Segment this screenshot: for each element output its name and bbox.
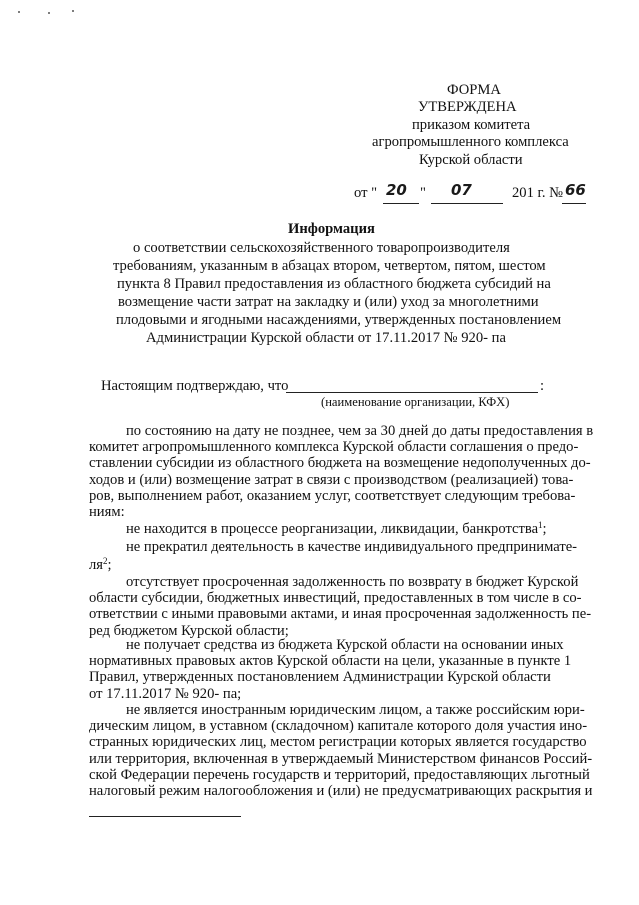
title-line: пункта 8 Правил предоставления из областного бюджета субсидий на: [117, 276, 551, 292]
month-underline: [431, 203, 503, 204]
paragraph-line: Правил, утвержденных постановлением Администрации Курской области: [89, 669, 551, 686]
paragraph-line: нормативных правовых актов Курской области на цели, указанные в пункте 1: [89, 653, 572, 670]
form-label: ФОРМА: [447, 82, 501, 98]
paragraph-line: по состоянию на дату не позднее, чем за 30 дней до даты предоставления в: [126, 423, 594, 439]
paragraph-line: ходов и (или) возмещение затрат в связи с производством (реализацией) това-: [89, 471, 574, 488]
footnote-separator: [89, 816, 241, 817]
organization-caption: (наименование организации, КФХ): [321, 395, 510, 409]
paragraph-line: или территория, включенная в утверждаемый Министерством финансов Россий-: [89, 750, 593, 767]
order-year-text: 201 г. №: [512, 185, 564, 201]
paragraph-line: ров, выполнением работ, оказанием услуг, соответствует следующим требова-: [89, 487, 576, 504]
title-line: Администрации Курской области от 17.11.2017 № 920- па: [146, 330, 506, 346]
confirm-colon: :: [540, 378, 545, 394]
paragraph-line: странных юридических лиц, местом регистрации которых является государство: [89, 734, 587, 751]
organization-name-line[interactable]: [286, 392, 538, 393]
confirm-text: Настоящим подтверждаю, что: [101, 378, 289, 394]
paragraph-line: области субсидии, бюджетных инвестиций, предоставленных в том числе в со-: [89, 590, 582, 607]
paragraph-word: ля: [89, 557, 103, 574]
paragraph-line: ред бюджетом Курской области;: [89, 622, 289, 639]
paragraph-line: ставлении субсидии из областного бюджета на возмещение недополученных до-: [89, 455, 591, 472]
requirement-end: ;: [542, 521, 547, 537]
requirement-no-other-funds: [89, 637, 572, 702]
paragraph-line: комитет агропромышленного комплекса Курской области соглашения о предо-: [89, 439, 579, 456]
day-underline: [383, 203, 419, 204]
region-name: Курской области: [419, 152, 523, 168]
paragraph-line: не является иностранным юридическим лицом, а также российским юри-: [126, 702, 585, 718]
order-number-handwritten: 66: [565, 181, 586, 199]
paragraph-line: не получает средства из бюджета Курской области на основании иных: [126, 637, 564, 653]
requirement-not-foreign-entity: [89, 702, 593, 799]
scan-speck: [48, 12, 50, 14]
order-quote-close: ": [420, 185, 426, 201]
paragraph-line: ниям:: [89, 503, 125, 520]
order-day-handwritten: 20: [386, 181, 407, 199]
approved-label: УТВЕРЖДЕНА: [418, 99, 517, 115]
title-line: требованиям, указанным в абзацах втором, четвертом, пятом, шестом: [113, 258, 546, 274]
paragraph-line: ответствии с иными правовыми актами, и иная просроченная задолженность пе-: [89, 606, 592, 623]
order-prefix: от ": [354, 185, 378, 201]
paragraph-line: ской Федерации перечень государств и территорий, предоставляющих льготный: [89, 766, 590, 783]
requirements-body: [89, 423, 594, 520]
requirement-no-overdue-debt: [89, 574, 592, 639]
number-underline: [562, 203, 586, 204]
order-month-handwritten: 07: [451, 181, 472, 199]
title-line: о соответствии сельскохозяйственного товаропроизводителя: [133, 240, 510, 256]
paragraph-end: ;: [107, 557, 112, 574]
title-line: плодовыми и ягодными насаждениями, утвержденных постановлением: [116, 312, 562, 328]
paragraph-line: отсутствует просроченная задолженность по возврату в бюджет Курской: [126, 574, 579, 590]
footnote-ref-2: 2: [103, 556, 108, 567]
scan-speck: [72, 10, 74, 12]
order-of-committee: приказом комитета: [412, 117, 531, 133]
paragraph-line: не прекратил деятельность в качестве индивидуального предпринимате-: [126, 539, 578, 555]
requirement-text: не находится в процессе реорганизации, ликвидации, банкротства: [126, 521, 539, 537]
requirement-not-terminated: [89, 539, 578, 574]
title-heading: Информация: [288, 221, 375, 237]
paragraph-line: [89, 557, 543, 573]
title-line: возмещение части затрат на закладку и (или) уход за многолетними: [118, 294, 539, 310]
committee-name: агропромышленного комплекса: [372, 134, 569, 150]
paragraph-line: налоговый режим налогообложения и (или) не предусматривающих раскрытия и: [89, 782, 593, 799]
footnote-ref-1: 1: [538, 520, 543, 530]
paragraph-line: дическим лицом, в уставном (складочном) капитале которого доля участия ино-: [89, 718, 588, 735]
requirement-not-in-liquidation: [126, 521, 547, 537]
scan-speck: [18, 11, 20, 13]
paragraph-line: от 17.11.2017 № 920- па;: [89, 685, 242, 702]
